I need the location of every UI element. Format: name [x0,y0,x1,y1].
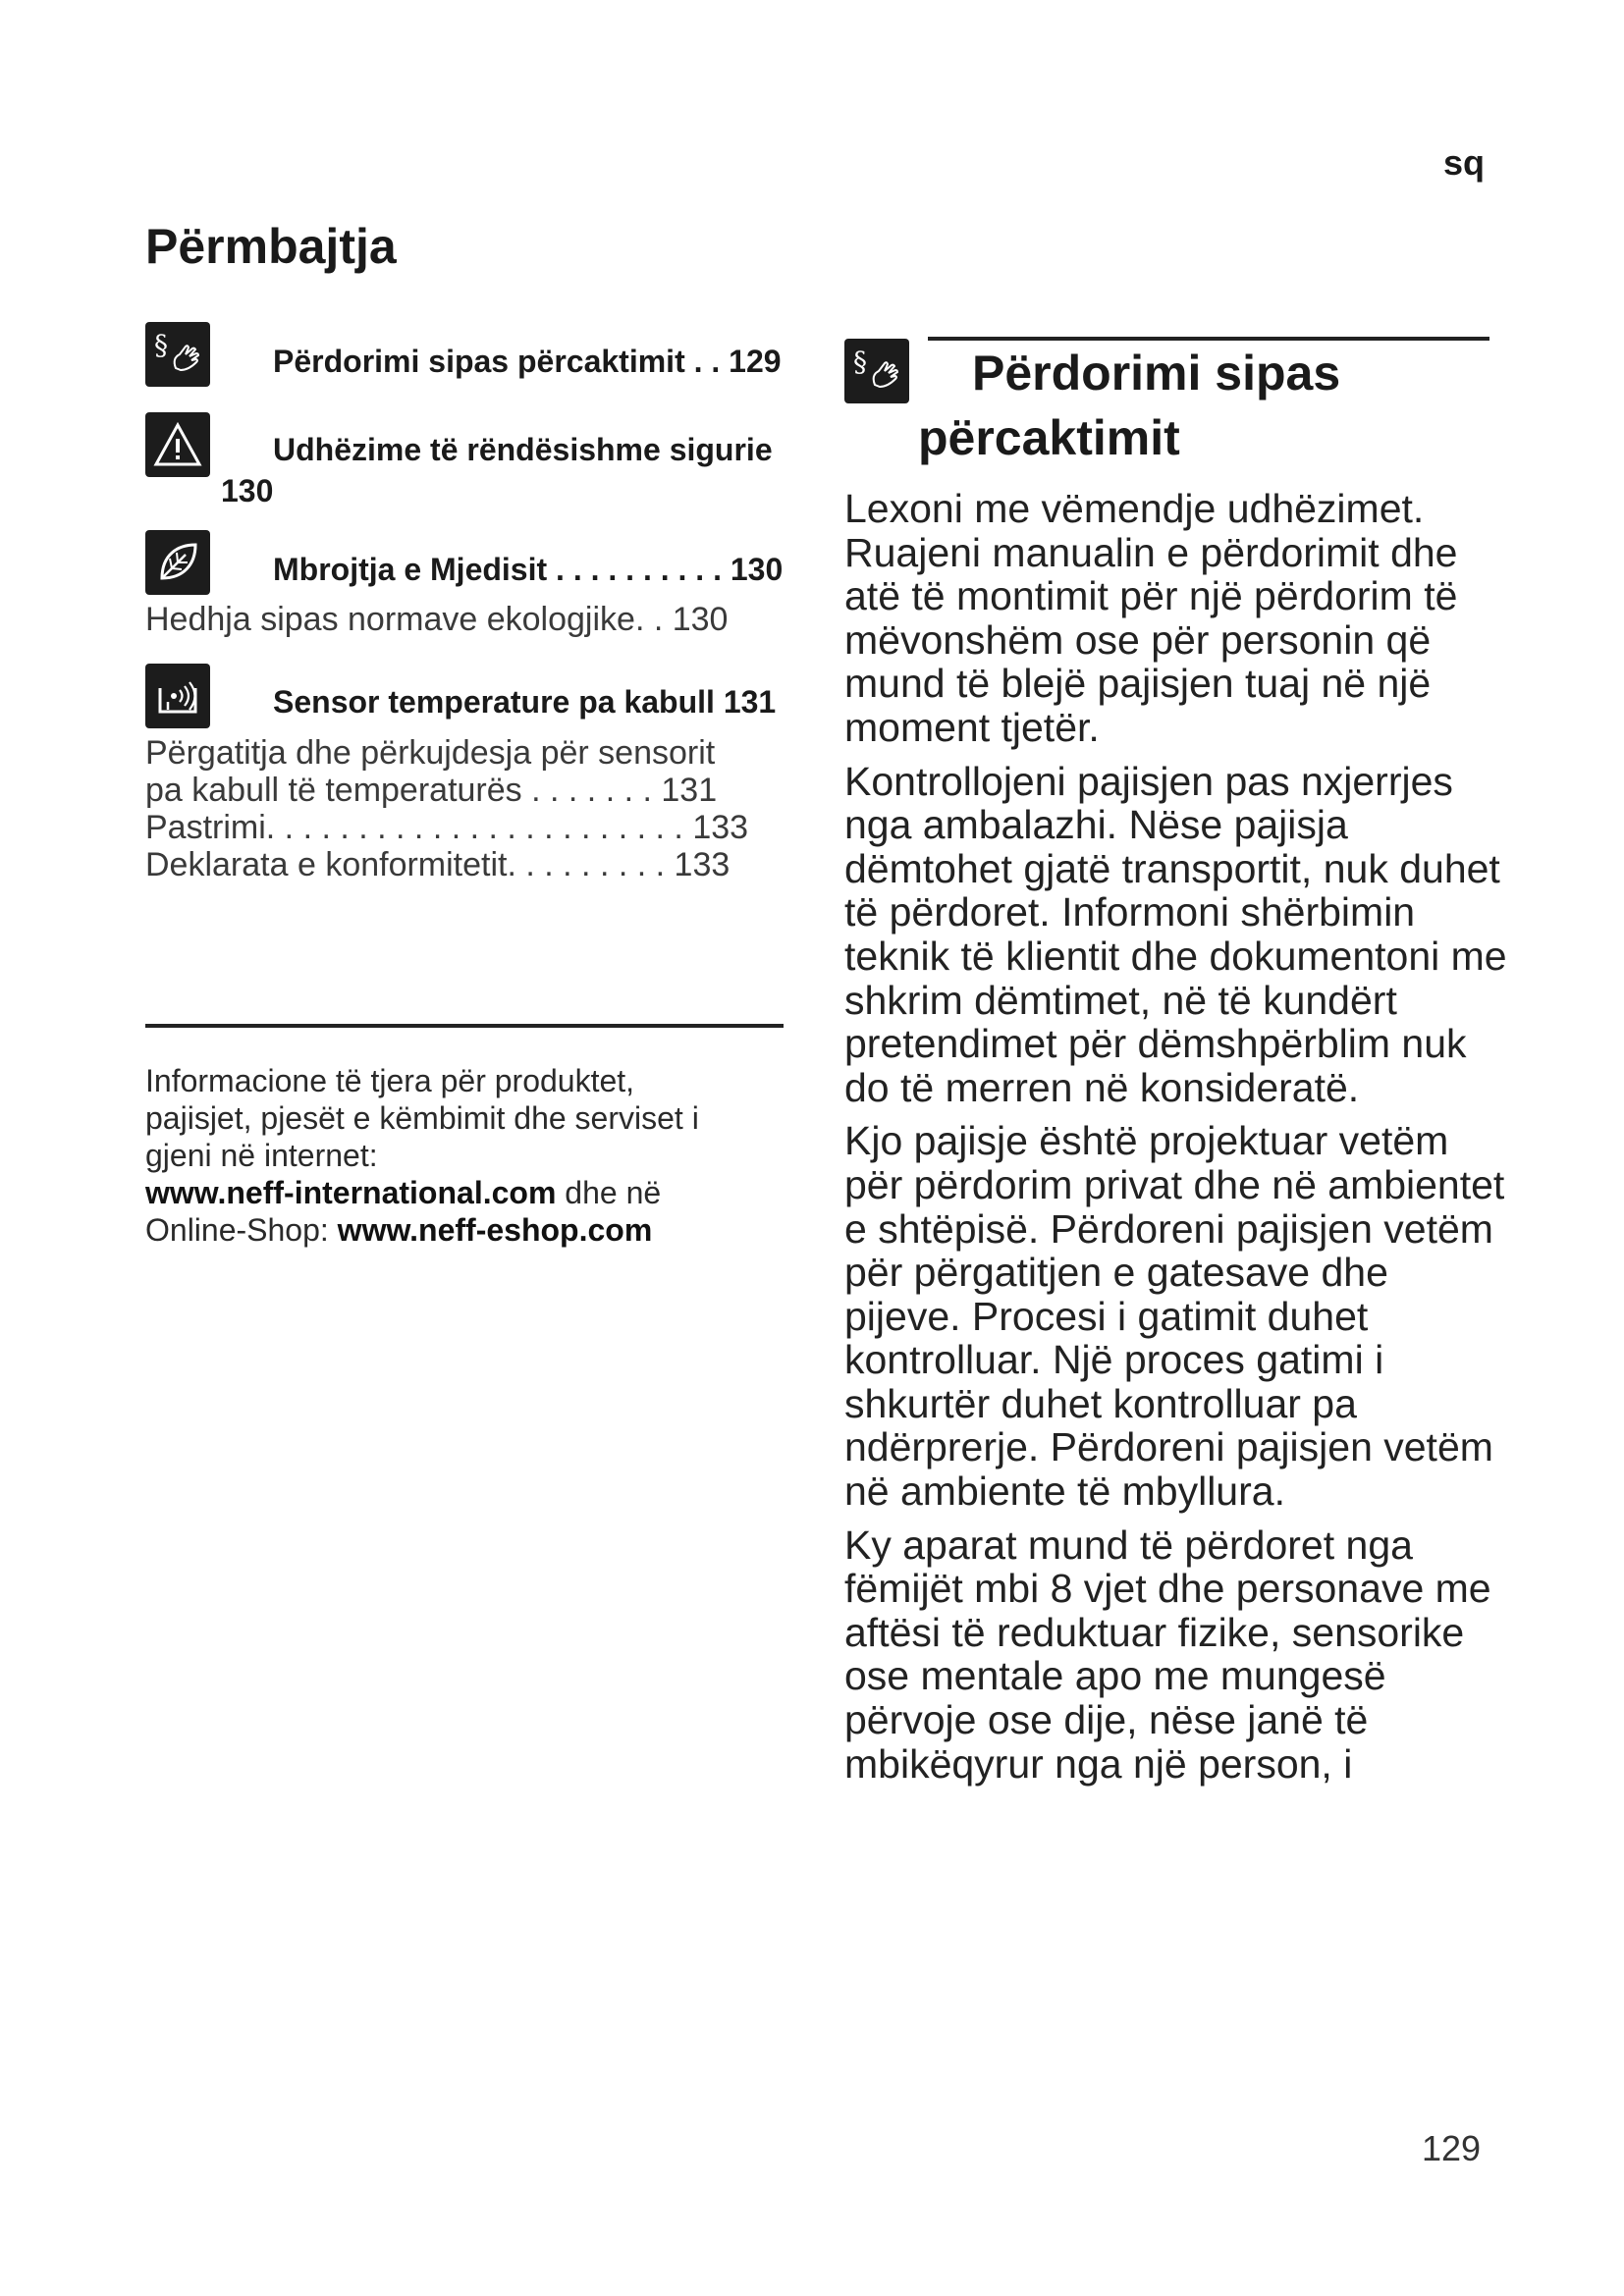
toc-dots: . . . . . . . . . . [547,552,731,587]
page-number: 129 [1422,2128,1482,2168]
toc-entry-label: Mbrojtja e Mjedisit [273,552,548,587]
paragraph: Ky aparat mund të përdoret nga fëmijët mbi 8 vjet dhe personave me aftësi të reduktuar fizike, sensorike ose mentale apo me mungesë përvoje ose dije, nëse janë të mbikëqyrur nga një person, i [844,1522,1491,1787]
toc-subentry[interactable] [145,734,715,772]
toc-entry-label: Përdorimi sipas përcaktimit [273,344,685,379]
toc-page: 130 [730,552,784,587]
svg-text:§: § [154,329,168,361]
toc-page: 133 [674,846,731,883]
toc-subentry[interactable] [145,772,717,809]
info-line [145,1211,793,1249]
toc-page: 130 [672,601,729,638]
info-line: Informacione të tjera për produktet, [145,1063,635,1098]
section-title-line: Përdorimi sipas [972,346,1341,400]
toc-subentry-label: Përgatitja dhe përkujdesja për sensorit [145,734,716,772]
language-code: sq [1443,142,1486,183]
toc-dots: . [644,601,673,638]
toc-page: 131 [661,772,718,809]
toc-entry-2[interactable] [273,432,773,468]
info-line: gjeni në internet: [145,1138,378,1173]
section-body [844,487,1512,1795]
toc-subentry[interactable] [145,601,728,638]
section-title [918,341,1507,470]
toc-subentry[interactable] [145,846,730,883]
law-hand-icon [145,322,210,387]
toc-dots: . . . . . . . [521,772,662,809]
toc-entry-label: Udhëzime të rëndësishme sigurie [273,432,773,467]
info-line [145,1174,793,1211]
wireless-sensor-icon [145,664,210,728]
info-line: pajisjet, pjesët e këmbimit dhe serviset i [145,1100,699,1136]
toc-dots: . . . . . . . . [515,846,675,883]
toc-entry-label: Sensor temperature pa kabull [273,684,715,720]
paragraph: Kontrollojeni pajisjen pas nxjerrjes nga ambalazhi. Nëse pajisja dëmtohet gjatë transportit, nuk duhet të përdoret. Informoni shërbimin teknik të klientit dhe dokumentoni me shkrim dëmtimet, në të kundërt pretendimet për dëmshpërblim nuk do të merren në konsideratë. [844,758,1507,1110]
toc-page: 129 [729,344,782,379]
paragraph: Kjo pajisje është projektuar vetëm për përdorim privat dhe në ambientet e shtëpisë. Përdoreni pajisjen vetëm për përgatitjen e gatesave dhe pijeve. Procesi i gatimit duhet kontrolluar. Një proces gatimi i shkurtër duhet kontrolluar pa ndërprerje. Përdoreni pajisjen vetëm në ambiente të mbyllura. [844,1118,1505,1515]
info-block [145,1062,793,1249]
toc-subentry-label: pa kabull të temperaturës [145,772,522,809]
info-text: dhe në [556,1175,662,1210]
toc-entry-4[interactable] [273,684,776,721]
info-text: Online-Shop: [145,1212,338,1248]
svg-text:§: § [853,346,867,378]
warning-triangle-icon [145,412,210,477]
section-title-line: përcaktimit [918,410,1180,465]
international-link[interactable]: www.neff-international.com [145,1175,557,1210]
eshop-link[interactable]: www.neff-eshop.com [337,1212,653,1248]
toc-subentry-label: Pastrimi. [145,809,276,846]
toc-title: Përmbajtja [145,219,397,274]
toc-page: 130 [221,473,274,508]
toc-entry-1[interactable] [273,344,782,380]
toc-dots: . . [684,344,730,379]
law-hand-icon [844,339,909,403]
toc-page: 133 [692,809,749,846]
toc-subentry-label: Hedhja sipas normave ekologjike. [145,601,645,638]
paragraph: Lexoni me vëmendje udhëzimet. Ruajeni manualin e përdorimit dhe atë të montimit për një përdorim të mëvonshëm ose për personin që mund të blejë pajisjen tuaj në një moment tjetër. [844,486,1458,750]
toc-dots: . . . . . . . . . . . . . . . . . . . . . . [275,809,693,846]
toc-entry-3[interactable] [273,552,783,588]
toc-subentry[interactable] [145,809,748,846]
toc-subentry-label: Deklarata e konformitetit. [145,846,516,883]
toc-page: 131 [723,684,777,720]
divider [145,1024,784,1028]
leaf-icon [145,530,210,595]
